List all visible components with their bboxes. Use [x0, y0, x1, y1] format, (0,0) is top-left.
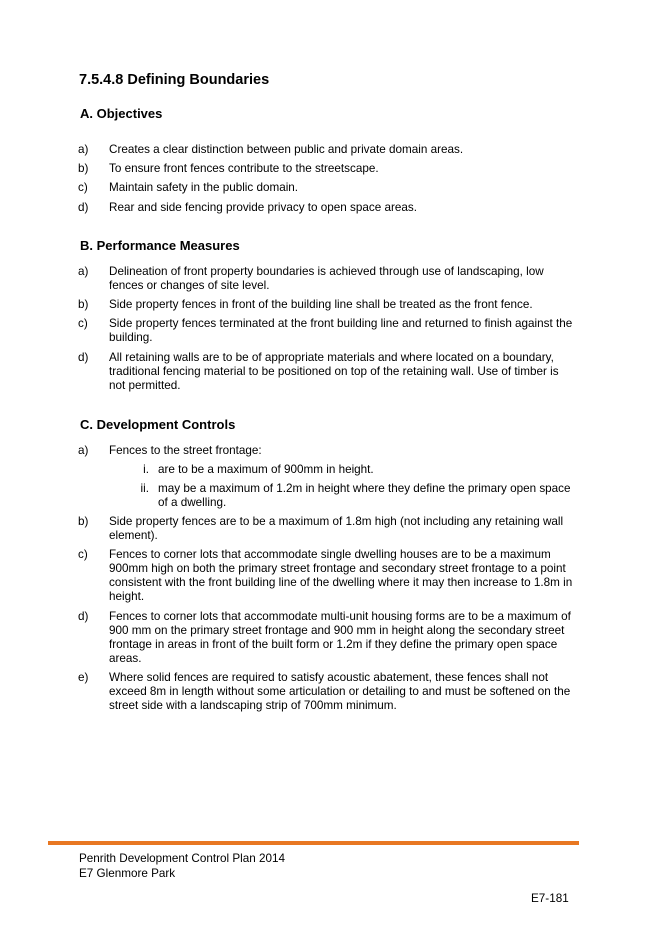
control-item [78, 548, 578, 604]
objective-item [78, 143, 578, 157]
list-marker: c) [78, 181, 88, 195]
control-text: Fences to corner lots that accommodate single dwelling houses are to be a maximum 900mm high on both the primary street frontage and secondary street frontage to a point consistent with the front building line of the dwelling where it may then increase to 1.8m in height. [109, 548, 573, 604]
control-item [78, 610, 578, 666]
performance-item [78, 351, 578, 393]
sublist-marker: ii. [140, 482, 149, 495]
list-marker: d) [78, 350, 89, 364]
list-marker: d) [78, 609, 89, 623]
list-marker: a) [78, 444, 89, 457]
performance-heading: B. Performance Measures [80, 238, 240, 253]
performance-list [78, 265, 578, 398]
control-subitem [109, 482, 578, 510]
control-sublist [109, 463, 578, 510]
control-text: Where solid fences are required to satisfy acoustic abatement, these fences shall not exceed 8m in length without some articulation or detailing to and must be softened on the street side with a landscaping strip of 700mm minimum. [109, 670, 571, 712]
control-text: Fences to the street frontage: [109, 444, 262, 457]
control-item [78, 515, 578, 543]
performance-text: Side property fences in front of the building line shall be treated as the front fence. [109, 298, 533, 312]
objective-text: Rear and side fencing provide privacy to open space areas. [109, 200, 417, 214]
list-marker: d) [78, 200, 89, 214]
objectives-heading: A. Objectives [80, 106, 163, 121]
objectives-list [78, 143, 578, 220]
control-text: Fences to corner lots that accommodate multi-unit housing forms are to be a maximum of 900 mm on the primary street frontage and 900 mm in height along the secondary street frontage in areas in front of the built form or 1.2m if they define the primary open space areas. [109, 609, 571, 665]
objective-text: Creates a clear distinction between public and private domain areas. [109, 143, 464, 156]
list-marker: c) [78, 317, 88, 331]
performance-item [78, 317, 578, 345]
list-marker: b) [78, 162, 89, 176]
list-marker: b) [78, 515, 89, 529]
objective-item [78, 162, 578, 176]
page-title: 7.5.4.8 Defining Boundaries [79, 72, 270, 88]
control-item [78, 444, 578, 510]
list-marker: a) [78, 265, 89, 278]
list-marker: b) [78, 298, 89, 312]
page-number: E7-181 [531, 892, 569, 905]
control-text: Side property fences are to be a maximum of 1.8m high (not including any retaining wall element). [109, 515, 564, 543]
objective-item [78, 181, 578, 195]
performance-text: Side property fences terminated at the front building line and returned to finish against the building. [109, 317, 573, 345]
performance-item [78, 298, 578, 312]
control-subtext: may be a maximum of 1.2m in height where they define the primary open space of a dwelling. [158, 482, 571, 509]
controls-heading: C. Development Controls [80, 417, 236, 432]
objective-text: Maintain safety in the public domain. [109, 181, 299, 195]
footer-document-title: Penrith Development Control Plan 2014 [79, 852, 285, 865]
list-marker: a) [78, 143, 89, 156]
control-item [78, 671, 578, 713]
performance-text: All retaining walls are to be of appropriate materials and where located on a boundary, traditional fencing material to be positioned on top of the retaining wall. Use of timber is not permitted. [109, 350, 559, 392]
control-subitem [109, 463, 578, 477]
performance-item [78, 265, 578, 293]
objective-item [78, 201, 578, 215]
sublist-marker: i. [143, 463, 149, 476]
list-marker: c) [78, 548, 88, 562]
objective-text: To ensure front fences contribute to the streetscape. [109, 162, 379, 176]
footer-divider [48, 841, 579, 845]
controls-list [78, 444, 578, 718]
list-marker: e) [78, 670, 89, 684]
performance-text: Delineation of front property boundaries is achieved through use of landscaping, low fences or changes of site level. [109, 265, 544, 292]
control-subtext: are to be a maximum of 900mm in height. [158, 463, 374, 476]
footer-section-title: E7 Glenmore Park [79, 867, 176, 880]
